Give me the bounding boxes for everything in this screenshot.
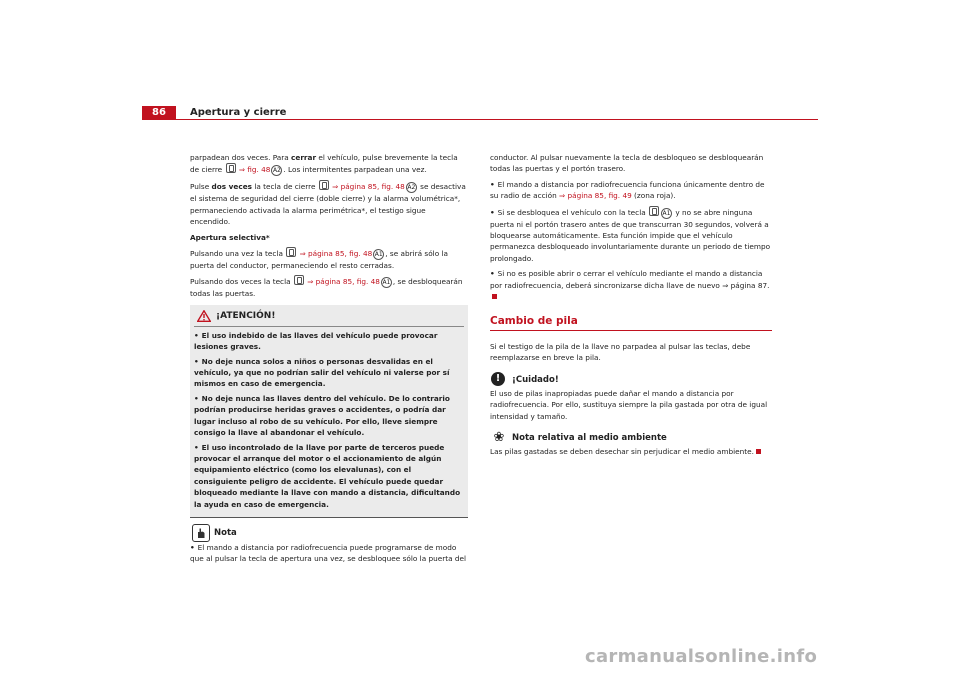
page-number: 86 [142,106,176,120]
callout-marker: A1 [374,251,383,259]
warning-divider [194,326,464,327]
right-column [490,152,772,461]
callout-marker: A1 [662,209,671,217]
environment-flower-icon: ❀ [493,429,505,445]
caution-exclamation-icon: ! [491,372,505,386]
end-of-section-marker [492,294,497,299]
note-hand-icon [192,524,210,542]
key-button-icon [286,247,296,257]
section-title: Cambio de pila [490,316,772,330]
warning-triangle-icon [197,310,211,322]
paragraph-continued: conductor. Al pulsar nuevamente la tecla de desbloqueo se desbloquearán todas las puertas y el portón trasero. [490,153,764,174]
warning-item: • No deje nunca las llaves dentro del vehículo. De lo contrario podrían producirse heridas graves o accidentes, o podría dar lugar incluso al robo de su vehículo. Por ello, lleve siempre consigo la llave al abandonar el vehículo. [194,393,450,438]
caution-heading: ! ¡Cuidado! [490,372,772,388]
bullet-range: • El mando a distancia por radiofrecuencia funciona únicamente dentro de su radio de acción ⇒ página 85, fig. 49 (zona roja). [490,179,765,201]
note-heading: Nota [190,524,468,542]
cross-reference[interactable]: ⇒ página 85, fig. 49 [559,191,632,201]
left-column [190,152,468,569]
environment-text: Las pilas gastadas se deben desechar sin perjudicar el medio ambiente. [490,446,772,457]
paragraph-selective-twice: Pulsando dos veces la tecla ⇒ página 85, fig. 48 A1 , se desbloquearán todas las puertas. [190,277,463,299]
warning-item: • No deje nunca solos a niños o personas desvalidas en el vehículo, ya que no podrían salir del vehículo ni valerse por sí mismos en caso de emergencia. [194,356,450,389]
key-button-icon [294,275,304,285]
cross-reference[interactable]: ⇒ página 85, fig. 48 [299,249,373,259]
section-paragraph: Si el testigo de la pila de la llave no parpadea al pulsar las teclas, debe reemplazarse en breve la pila. [490,341,751,363]
paragraph-lock: parpadean dos veces. Para cerrar el vehículo, pulse brevemente la tecla de cierre ⇒ fig. 48 A2 . Los intermitentes parpadean una vez. [190,153,458,175]
key-button-icon [649,206,659,216]
warning-item: • El uso indebido de las llaves del vehículo puede provocar lesiones graves. [194,330,438,352]
running-title: Apertura y cierre [190,107,287,118]
callout-marker: A1 [382,279,391,287]
callout-marker: A2 [407,184,416,192]
subheading-selective: Apertura selectiva* [190,232,270,242]
warning-box [190,305,468,518]
cross-reference[interactable]: ⇒ fig. 48 [238,165,271,175]
watermark: carmanualsonline.info [585,646,818,667]
paragraph-selective-once: Pulsando una vez la tecla ⇒ página 85, fig. 48 A1 , se abrirá sólo la puerta del conductor, permaneciendo el resto cerradas. [190,249,448,271]
callout-marker: A2 [272,167,281,175]
cross-reference[interactable]: ⇒ página 85, fig. 48 [307,277,380,287]
key-button-icon [319,180,329,190]
paragraph-double-lock: Pulse dos veces la tecla de cierre ⇒ página 85, fig. 48 A2 se desactiva el sistema de seguridad del cierre (doble cierre) y la alarma volumétrica*, permaneciendo activada la alarma perimétrica*, el testigo sigue encendido. [190,182,466,227]
warning-item: • El uso incontrolado de la llave por parte de terceros puede provocar el arranque del motor o el accionamiento de algún equipamiento eléctrico (como los elevalunas), con el consiguiente peligro de accidente. El vehículo puede quedar bloqueado mediante la llave con mando a distancia, dificultando la ayuda en caso de emergencia. [194,442,461,509]
note-item: • El mando a distancia por radiofrecuencia puede programarse de modo que al pulsar la tecla de apertura una vez, se desbloquee sólo la puerta del [190,542,467,564]
cross-reference[interactable]: ⇒ página 85, fig. 48 [332,182,405,192]
end-of-section-marker [756,449,761,454]
key-button-icon [226,163,236,173]
caution-text: El uso de pilas inapropiadas puede dañar el mando a distancia por radiofrecuencia. Por ello, sustituya siempre la pila gastada por otra de igual intensidad y tamaño. [490,388,768,421]
bullet-auto-relock: • Si se desbloquea el vehículo con la tecla A1 y no se abre ninguna puerta ni el portón trasero antes de que transcurran 30 segundos, volverá a bloquearse automáticamente. Esta función impide que el vehículo permanezca desbloqueado involuntariamente durante un periodo de tiempo prolongado. [490,207,771,263]
bullet-sync: • Si no es posible abrir o cerrar el vehículo mediante el mando a distancia por radiofrecuencia, deberá sincronizarse dicha llave de nuevo ⇒ página 87. [490,268,772,302]
warning-heading: ¡ATENCIÓN! [194,308,464,324]
cross-reference[interactable]: ⇒ página 87. [722,280,770,290]
header-rule [142,119,818,120]
environment-heading: ❀ Nota relativa al medio ambiente [490,430,772,446]
